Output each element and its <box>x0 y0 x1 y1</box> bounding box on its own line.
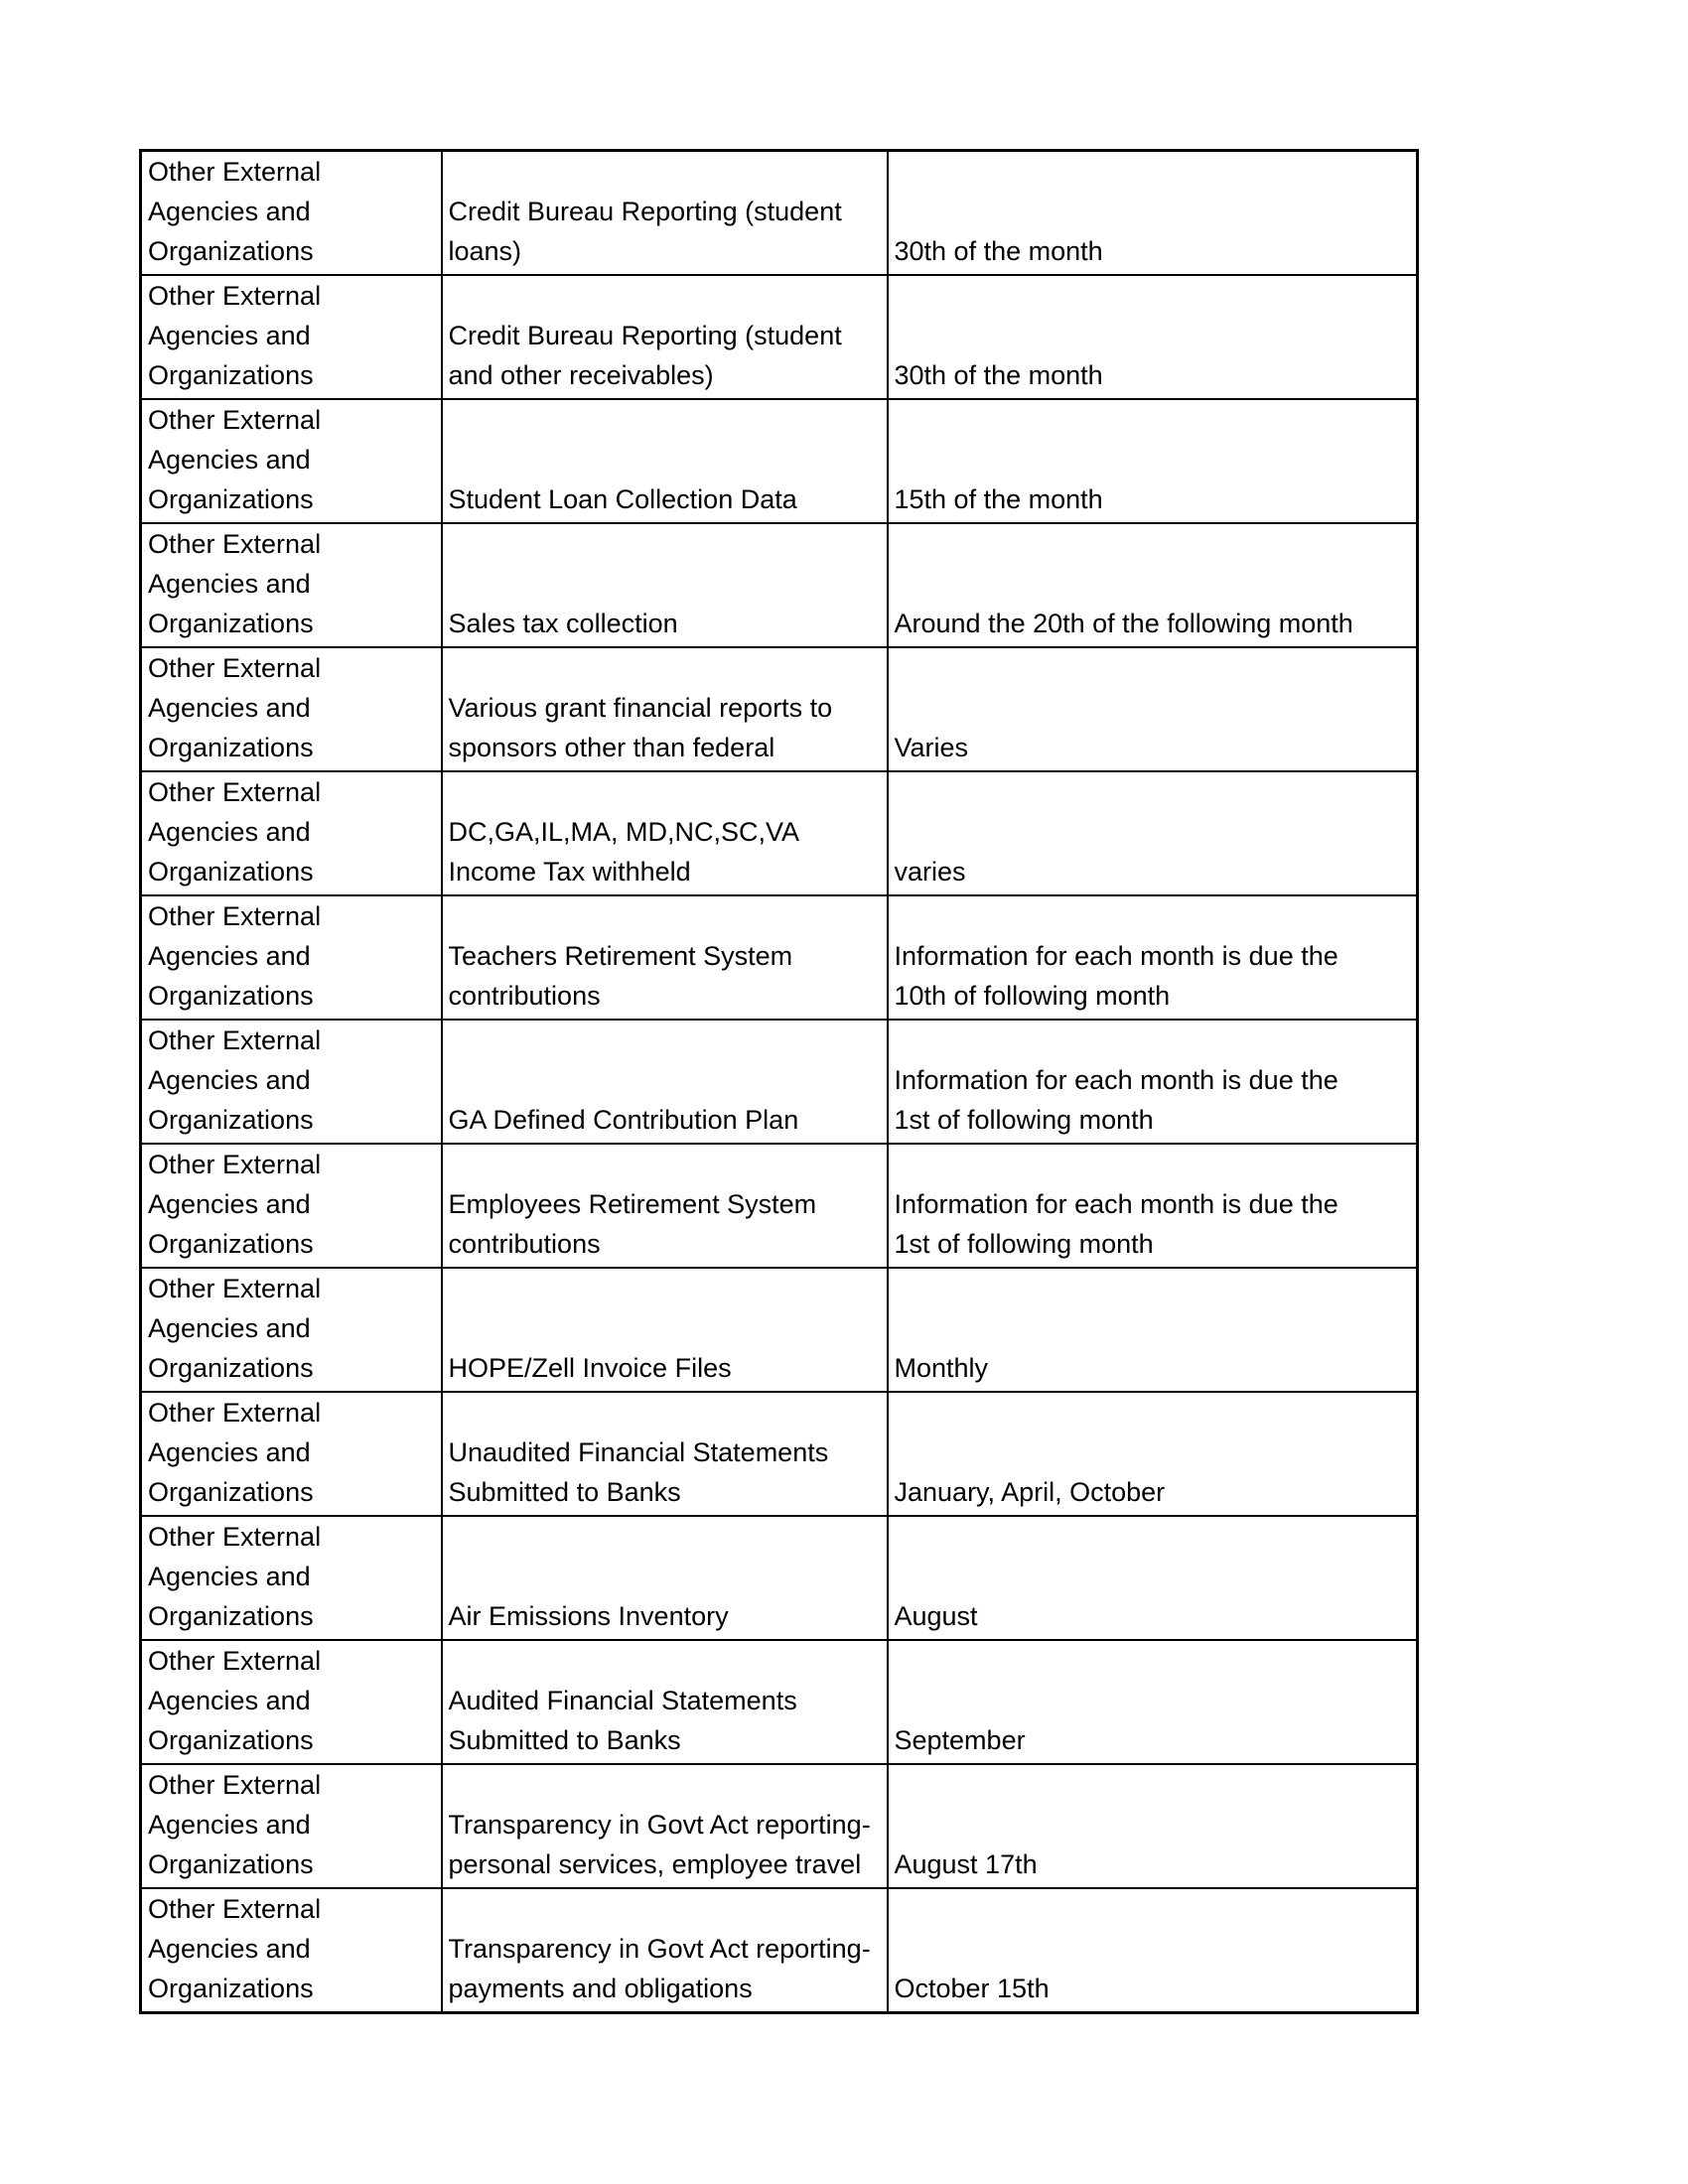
report-cell: GA Defined Contribution Plan <box>442 1020 888 1144</box>
due-date-cell: August 17th <box>888 1764 1418 1888</box>
report-cell: Credit Bureau Reporting (student loans) <box>442 151 888 276</box>
report-cell: Transparency in Govt Act reporting- personal services, employee travel <box>442 1764 888 1888</box>
due-date-cell: 15th of the month <box>888 399 1418 523</box>
due-date-cell: Around the 20th of the following month <box>888 523 1418 647</box>
table-row <box>141 1392 1418 1516</box>
report-cell: Employees Retirement System contributions <box>442 1144 888 1268</box>
reporting-schedule-table <box>139 149 1419 2014</box>
report-cell: Transparency in Govt Act reporting- payments and obligations <box>442 1888 888 2013</box>
report-cell: DC,GA,IL,MA, MD,NC,SC,VA Income Tax withheld <box>442 771 888 895</box>
agency-cell: Other External Agencies and Organizations <box>141 1640 442 1764</box>
report-cell: Sales tax collection <box>442 523 888 647</box>
due-date-cell: Information for each month is due the 10th of following month <box>888 895 1418 1020</box>
due-date-cell: Information for each month is due the 1st of following month <box>888 1144 1418 1268</box>
due-date-cell: varies <box>888 771 1418 895</box>
table-row <box>141 895 1418 1020</box>
agency-cell: Other External Agencies and Organizations <box>141 1764 442 1888</box>
report-cell: Audited Financial Statements Submitted to Banks <box>442 1640 888 1764</box>
agency-cell: Other External Agencies and Organizations <box>141 1392 442 1516</box>
report-cell: Various grant financial reports to sponsors other than federal <box>442 647 888 771</box>
due-date-cell: October 15th <box>888 1888 1418 2013</box>
report-cell: HOPE/Zell Invoice Files <box>442 1268 888 1392</box>
report-cell: Unaudited Financial Statements Submitted to Banks <box>442 1392 888 1516</box>
agency-cell: Other External Agencies and Organizations <box>141 647 442 771</box>
due-date-cell: 30th of the month <box>888 151 1418 276</box>
table-row <box>141 275 1418 399</box>
agency-cell: Other External Agencies and Organizations <box>141 771 442 895</box>
table-row <box>141 1640 1418 1764</box>
due-date-cell: Varies <box>888 647 1418 771</box>
table-row <box>141 399 1418 523</box>
agency-cell: Other External Agencies and Organizations <box>141 1268 442 1392</box>
report-cell: Air Emissions Inventory <box>442 1516 888 1640</box>
table-row <box>141 151 1418 276</box>
report-cell: Student Loan Collection Data <box>442 399 888 523</box>
table-row <box>141 523 1418 647</box>
due-date-cell: August <box>888 1516 1418 1640</box>
table-row <box>141 1764 1418 1888</box>
report-cell: Teachers Retirement System contributions <box>442 895 888 1020</box>
table-row <box>141 647 1418 771</box>
agency-cell: Other External Agencies and Organizations <box>141 399 442 523</box>
due-date-cell: Information for each month is due the 1st of following month <box>888 1020 1418 1144</box>
report-cell: Credit Bureau Reporting (student and other receivables) <box>442 275 888 399</box>
due-date-cell: 30th of the month <box>888 275 1418 399</box>
agency-cell: Other External Agencies and Organizations <box>141 1020 442 1144</box>
table-row <box>141 1268 1418 1392</box>
due-date-cell: September <box>888 1640 1418 1764</box>
agency-cell: Other External Agencies and Organizations <box>141 895 442 1020</box>
agency-cell: Other External Agencies and Organizations <box>141 151 442 276</box>
table-row <box>141 1888 1418 2013</box>
table-row <box>141 1144 1418 1268</box>
agency-cell: Other External Agencies and Organizations <box>141 523 442 647</box>
agency-cell: Other External Agencies and Organizations <box>141 1888 442 2013</box>
due-date-cell: January, April, October <box>888 1392 1418 1516</box>
due-date-cell: Monthly <box>888 1268 1418 1392</box>
agency-cell: Other External Agencies and Organizations <box>141 275 442 399</box>
table-row <box>141 1516 1418 1640</box>
agency-cell: Other External Agencies and Organizations <box>141 1516 442 1640</box>
table-row <box>141 771 1418 895</box>
agency-cell: Other External Agencies and Organizations <box>141 1144 442 1268</box>
table-row <box>141 1020 1418 1144</box>
